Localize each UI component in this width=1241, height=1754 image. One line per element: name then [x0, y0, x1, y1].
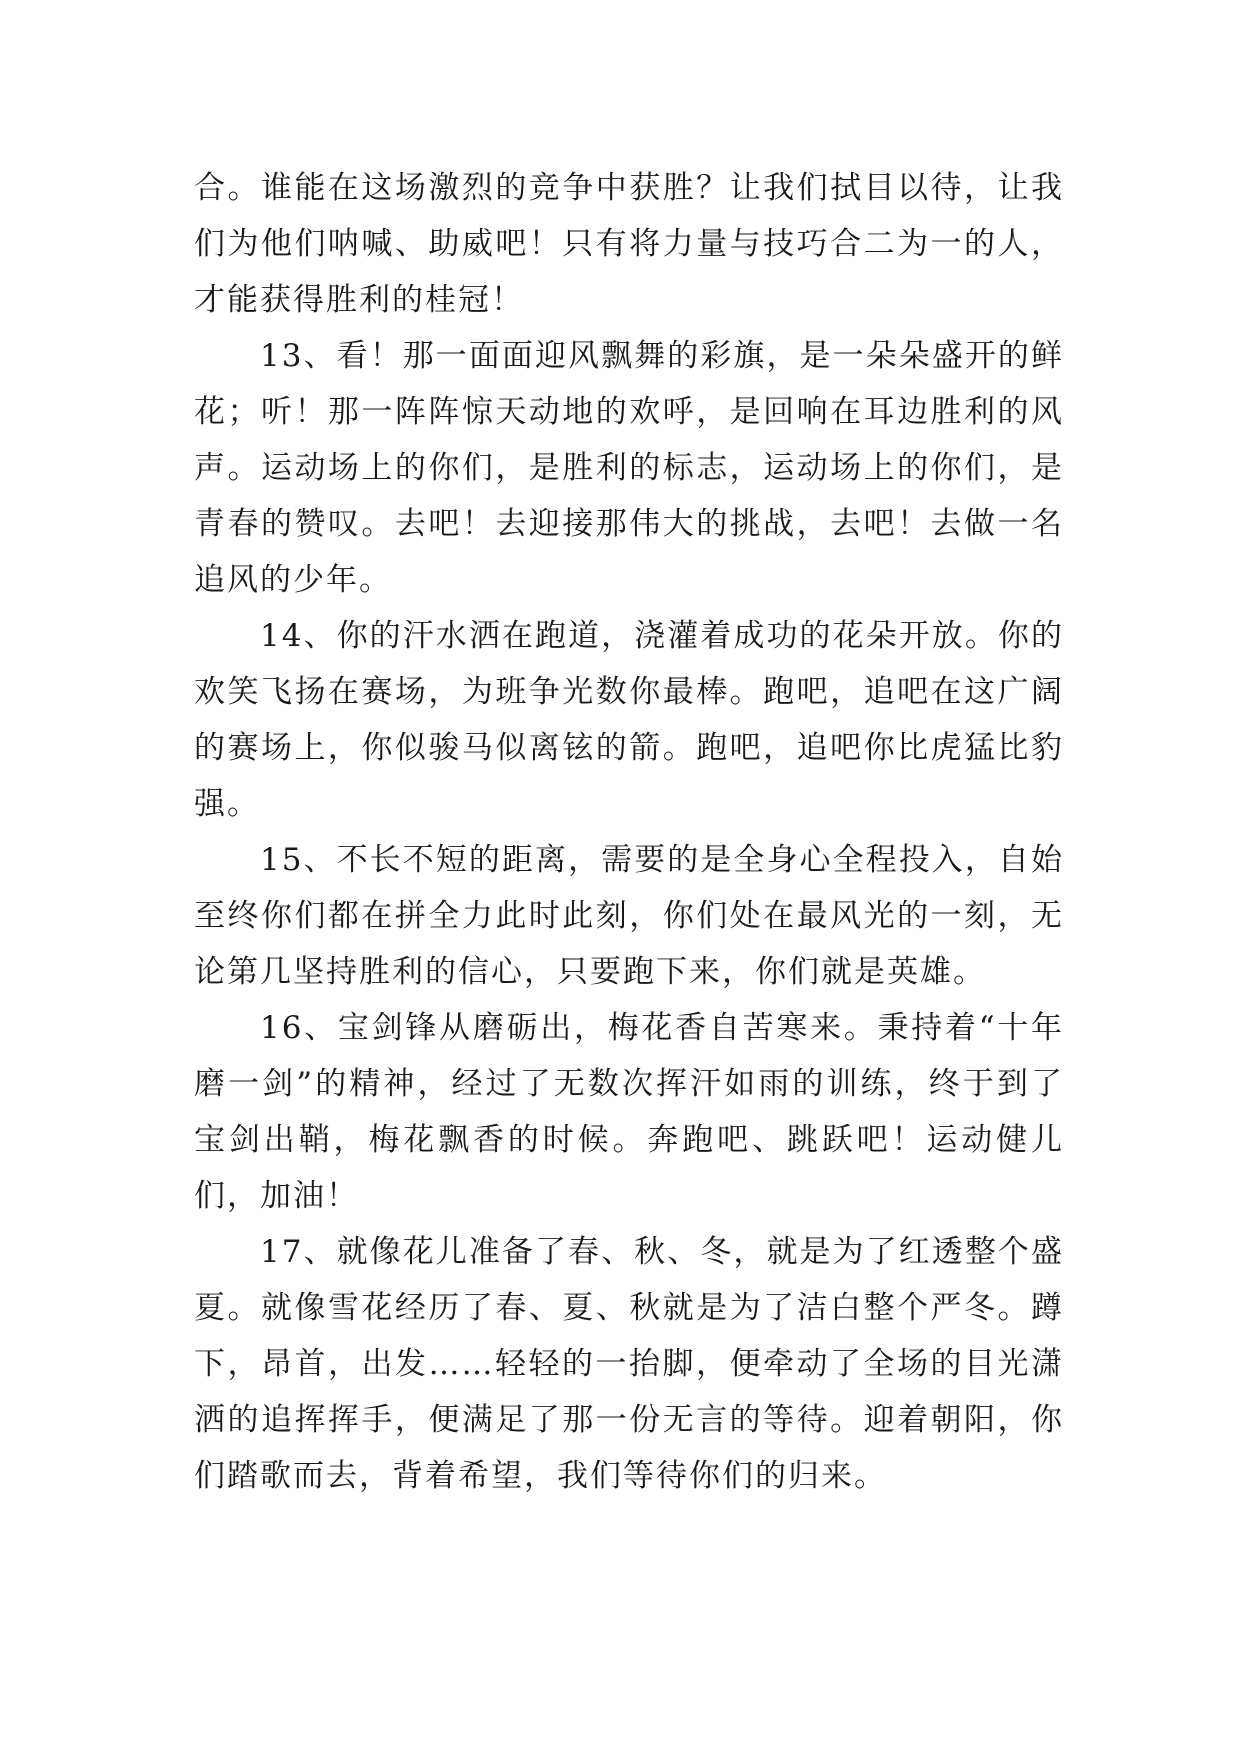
paragraph-item-15: 15、不长不短的距离，需要的是全身心全程投入，自始至终你们都在拼全力此时此刻，你们处在最风光的一刻，无论第几坚持胜利的信心，只要跑下来，你们就是英雄。 — [194, 842, 1064, 990]
paragraph-item-13: 13、看！那一面面迎风飘舞的彩旗，是一朵朵盛开的鲜花；听！那一阵阵惊天动地的欢呼，是回响在耳边胜利的风声。运动场上的你们，是胜利的标志，运动场上的你们，是青春的赞叹。去吧！去迎接那伟大的挑战，去吧！去做一名追风的少年。 — [194, 338, 1064, 598]
paragraph-item-16: 16、宝剑锋从磨砺出，梅花香自苦寒来。秉持着“十年磨一剑”的精神，经过了无数次挥汗如雨的训练，终于到了宝剑出鞘，梅花飘香的时候。奔跑吧、跳跃吧！运动健儿们，加油！ — [194, 1010, 1064, 1214]
document-body — [194, 160, 1064, 1504]
paragraph-item-14: 14、你的汗水洒在跑道，浇灌着成功的花朵开放。你的欢笑飞扬在赛场，为班争光数你最棒。跑吧，追吧在这广阔的赛场上，你似骏马似离铉的箭。跑吧，追吧你比虎猛比豹强。 — [194, 618, 1064, 822]
paragraph-item-17: 17、就像花儿准备了春、秋、冬，就是为了红透整个盛夏。就像雪花经历了春、夏、秋就是为了洁白整个严冬。蹲下，昂首，出发……轻轻的一抬脚，便牵动了全场的目光潇洒的追挥挥手，便满足了那一份无言的等待。迎着朝阳，你们踏歌而去，背着希望，我们等待你们的归来。 — [194, 1234, 1064, 1494]
paragraph-continuation: 合。谁能在这场激烈的竞争中获胜？让我们拭目以待，让我们为他们呐喊、助威吧！只有将力量与技巧合二为一的人，才能获得胜利的桂冠！ — [194, 170, 1064, 318]
